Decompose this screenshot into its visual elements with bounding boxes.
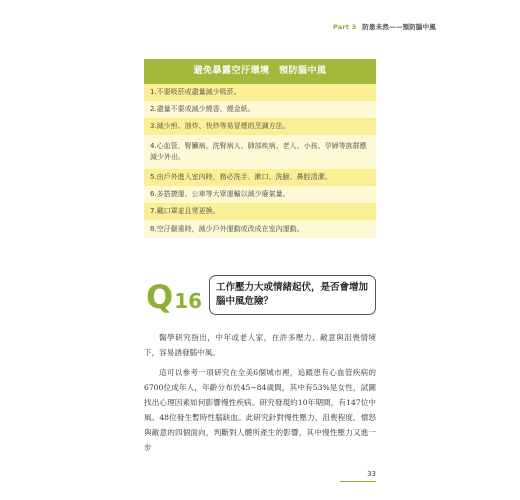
header-part-label: Part 3 xyxy=(333,22,357,31)
header-chapter-title: 防患未然——預防腦中風 xyxy=(362,23,436,31)
tip-item: 2.盡量不要或減少燒香、燒金紙。 xyxy=(144,101,376,118)
tip-item: 4.心血管、腎臟病、洗腎病人、肺部疾病、老人、小孩、孕婦等族群應減少外出。 xyxy=(144,135,376,169)
tip-item: 5.由戶外進入室內時，務必洗手、漱口、洗臉、鼻腔清潔。 xyxy=(144,169,376,186)
running-header xyxy=(333,22,436,31)
body-paragraph: 這可以參考一項研究在全美6個城市裡，追蹤患有心血管疾病的6700位成年人，年齡分布於45~84歲間，其中有53%是女性，試圖找出心理因素如何影響慢性疾病。研究發現約10年期間，有147位中風、48位發生暫時性腦缺血。此研究針對慢性壓力、沮喪程度、憤怒與敵意的四個面向，判斷對人體所產生的影響，其中慢性壓力又進一步 xyxy=(144,368,376,452)
tip-item: 3.減少煎、油炸、快炒等易冒煙的烹調方法。 xyxy=(144,118,376,135)
tip-item: 7.戴口罩並且常更換。 xyxy=(144,203,376,220)
question-letter: Q xyxy=(146,278,174,316)
tip-box-title: 避免暴露空汙環境 預防腦中風 xyxy=(144,59,376,84)
question-heading: 工作壓力大或情緒起伏，是否會增加腦中風危險？ xyxy=(209,275,376,315)
article-body xyxy=(144,330,376,460)
tip-box xyxy=(144,59,376,238)
page-number-rule xyxy=(340,481,376,482)
question-number-mark xyxy=(146,278,203,316)
tip-item: 1.不要吸菸或盡量減少吸菸。 xyxy=(144,84,376,101)
body-paragraph: 醫學研究指出，中年或老人家，在許多壓力、敵意與沮喪情境下，容易誘發腦中風。 xyxy=(144,333,376,357)
question-number: 16 xyxy=(174,289,203,313)
page-number: 33 xyxy=(367,470,376,478)
tip-item: 8.空汙嚴重時，減少戶外運動或改成在室內運動。 xyxy=(144,220,376,238)
tip-item: 6.多搭捷運、公車等大眾運輸以減少廢氣量。 xyxy=(144,186,376,203)
